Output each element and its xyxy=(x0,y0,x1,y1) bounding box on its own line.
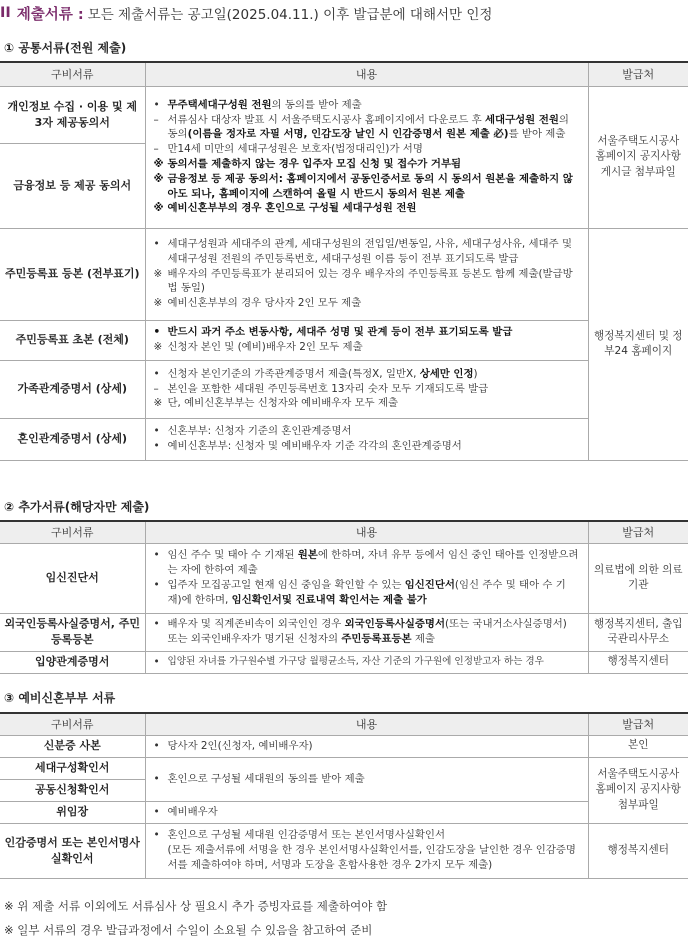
content-consent: • 무주택세대구성원 전원의 동의를 받아 제출 – 서류심사 대상자 발표 시 서울주택도시공사 홈페이지에서 다운로드 후 세대구성원 전원의 동의(이름을 정자로 자필 서명, 인감도장 날인 시 인감증명서 원본 제출 必)를 받아 제출 – 만14세 미만의 세대구성원은 보호자(법정대리인)가 서명 ※ 동의서를 제출하지 않는 경우 입주자 모집 신청 및 접수가 거부됨 ※ 금융정보 등 제공 동의서: 홈페이지에서 공동인증서로 동의 시 동의서 원본을 제출하지 않아도 되나, 홈페이지에 스캔하여 올릴 시 반드시 동의서 원본 제출 ※ 예비신혼부부의 경우 혼인으로 구성될 세대구성원 전원 xyxy=(145,86,588,228)
doc-household-confirm: 세대구성확인서 xyxy=(0,757,145,779)
doc-family-relation: 가족관계증명서 (상세) xyxy=(0,360,145,418)
doc-finance-consent: 금융정보 등 제공 동의서 xyxy=(0,143,145,228)
section-1-title: ① 공통서류(전원 제출) xyxy=(4,41,127,55)
doc-resident-abstract: 주민등록표 초본 (전체) xyxy=(0,320,145,360)
content-marriage-relation: • 신혼부부: 신청자 기준의 혼인관계증명서 • 예비신혼부부: 신청자 및 예비배우자 기준 각각의 혼인관계증명서 xyxy=(145,418,588,460)
content-seal-certificate: • 혼인으로 구성될 세대원 인감증명서 또는 본인서명사실확인서 (모든 제출서류에 서명을 한 경우 본인서명사실확인서를, 인감도장을 날인한 경우 인감증명서를 제출하여야 하며, 서명과 도장을 혼합사용한 경우 2가지 모두 제출) xyxy=(145,823,588,878)
content-resident-abstract: • 반드시 과거 주소 변동사항, 세대주 성명 및 관계 등이 전부 표기되도록 발급 ※ 신청자 본인 및 (예비)배우자 2인 모두 제출 xyxy=(145,320,588,360)
doc-privacy-consent: 개인정보 수집 · 이용 및 제3자 제공동의서 xyxy=(0,86,145,143)
header-content: 내용 xyxy=(145,62,588,86)
issuer-seoul-housing: 서울주택도시공사 홈페이지 공지사항 게시글 첨부파일 xyxy=(588,86,688,228)
issuer-self: 본인 xyxy=(588,735,688,757)
doc-foreigner-registration: 외국인등록사실증명서, 주민등록등본 xyxy=(0,613,145,651)
section-3-table xyxy=(0,712,688,879)
footnote-1: ※ 위 제출 서류 이외에도 서류심사 상 필요시 추가 증빙자료를 제출하여야 함 xyxy=(4,899,388,913)
issuer-seoul-housing-notice: 서울주택도시공사 홈페이지 공지사항 첨부파일 xyxy=(588,757,688,823)
header-issuer: 발급처 xyxy=(588,713,688,735)
issuer-immigration: 행정복지센터, 출입국관리사무소 xyxy=(588,613,688,651)
issuer-adoption: 행정복지센터 xyxy=(588,651,688,673)
doc-marriage-relation: 혼인관계증명서 (상세) xyxy=(0,418,145,460)
page-title xyxy=(0,0,688,26)
doc-pregnancy: 임신진단서 xyxy=(0,543,145,613)
issuer-gov24: 행정복지센터 및 정부24 홈페이지 xyxy=(588,228,688,460)
content-resident-register: • 세대구성원과 세대주의 관계, 세대구성원의 전입일/변동일, 사유, 세대구성사유, 세대주 및 세대구성원 전원의 주민등록번호, 세대구성원 이름 등이 전부 표기되도록 발급 ※ 배우자의 주민등록표가 분리되어 있는 경우 배우자의 주민등록표 등본도 함께 제출(발급방법 동일) ※ 예비신혼부부의 경우 당사자 2인 모두 제출 xyxy=(145,228,588,320)
title-bar-mark: II xyxy=(0,5,11,21)
doc-power-of-attorney: 위임장 xyxy=(0,801,145,823)
content-foreigner: • 배우자 및 직계존비속이 외국인인 경우 외국인등록사실증명서(또는 국내거소사실증명서) 또는 외국인배우자가 명기된 신청자의 주민등록표등본 제출 xyxy=(145,613,588,651)
title-main: 제출서류 : xyxy=(16,6,84,23)
header-issuer: 발급처 xyxy=(588,521,688,543)
title-sub: 모든 제출서류는 공고일(2025.04.11.) 이후 발급분에 대해서만 인정 xyxy=(87,7,493,23)
doc-joint-application: 공동신청확인서 xyxy=(0,779,145,801)
section-3-title: ③ 예비신혼부부 서류 xyxy=(4,691,116,705)
section-2-title: ② 추가서류(해당자만 제출) xyxy=(4,500,150,514)
section-2-table xyxy=(0,520,688,674)
header-issuer: 발급처 xyxy=(588,62,688,86)
header-doc: 구비서류 xyxy=(0,521,145,543)
issuer-community-center: 행정복지센터 xyxy=(588,823,688,878)
doc-seal-certificate: 인감증명서 또는 본인서명사실확인서 xyxy=(0,823,145,878)
header-content: 내용 xyxy=(145,713,588,735)
content-pregnancy: • 임신 주수 및 태아 수 기재된 원본에 한하며, 자녀 유무 등에서 임신 중인 태아를 인정받으려는 자에 한하여 제출 • 입주자 모집공고일 현재 임신 중임을 확인할 수 있는 임신진단서(임신 주수 및 태아 수 기재)에 한하며, 임신확인서및 진료내역 확인서는 제출 불가 xyxy=(145,543,588,613)
doc-id-copy: 신분증 사본 xyxy=(0,735,145,757)
doc-resident-register-copy: 주민등록표 등본 (전부표기) xyxy=(0,228,145,320)
header-doc: 구비서류 xyxy=(0,62,145,86)
content-adoption: • 입양된 자녀를 가구원수별 가구당 월평균소득, 자산 기준의 가구원에 인정받고자 하는 경우 xyxy=(145,651,588,673)
issuer-medical: 의료법에 의한 의료기관 xyxy=(588,543,688,613)
content-family-relation: • 신청자 본인기준의 가족관계증명서 제출(특정X, 일반X, 상세만 인정) – 본인을 포함한 세대원 주민등록번호 13자리 숫자 모두 기재되도록 발급 ※ 단, 예비신혼부부는 신청자와 예비배우자 모두 제출 xyxy=(145,360,588,418)
footnote-2: ※ 일부 서류의 경우 발급과정에서 수일이 소요될 수 있음을 참고하여 준비 xyxy=(4,923,373,937)
content-household-consent: • 혼인으로 구성될 세대원의 동의를 받아 제출 xyxy=(145,757,588,801)
section-1-table xyxy=(0,61,688,461)
content-power-of-attorney: • 예비배우자 xyxy=(145,801,588,823)
header-doc: 구비서류 xyxy=(0,713,145,735)
content-id-copy: • 당사자 2인(신청자, 예비배우자) xyxy=(145,735,588,757)
header-content: 내용 xyxy=(145,521,588,543)
doc-adoption: 입양관계증명서 xyxy=(0,651,145,673)
